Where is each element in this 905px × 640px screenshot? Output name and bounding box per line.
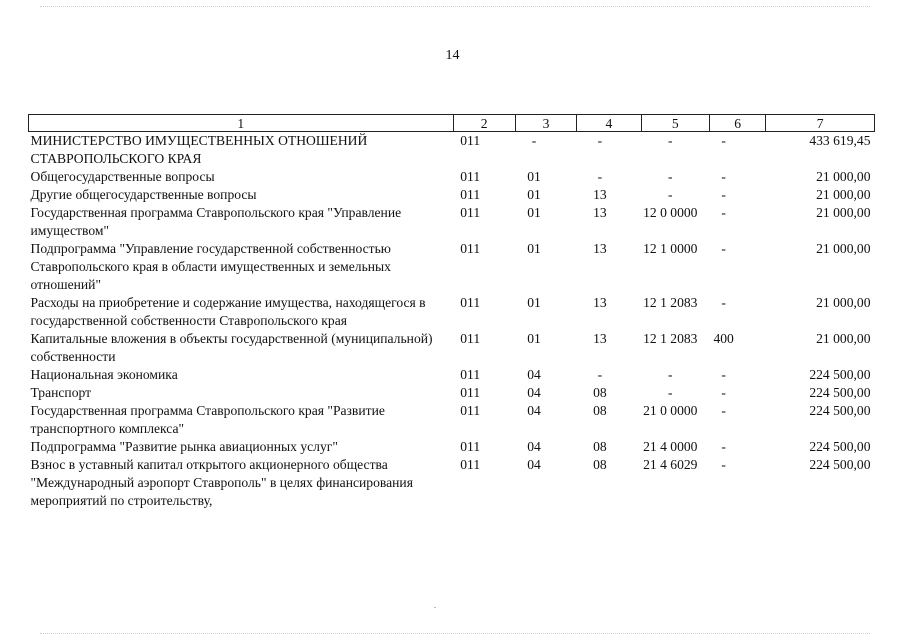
amount-cell: 224 500,00 (809, 457, 871, 472)
target-article-cell: - (668, 187, 673, 202)
column-header-7: 7 (766, 115, 875, 132)
amount-cell: 21 000,00 (816, 205, 871, 220)
amount-cell: 224 500,00 (809, 403, 871, 418)
section-cell: 01 (527, 241, 541, 256)
scan-artifact-top (40, 6, 870, 8)
subsection-cell: 13 (593, 241, 607, 256)
table-row (29, 402, 875, 438)
subsection-cell: 13 (593, 295, 607, 310)
table-row (29, 186, 875, 204)
table-row (29, 330, 875, 366)
subsection-cell: - (597, 367, 603, 382)
section-cell: 01 (527, 169, 541, 184)
ministry-code-cell: 011 (460, 241, 481, 256)
target-article-cell: 12 1 0000 (643, 241, 698, 256)
subsection-cell: 13 (593, 187, 607, 202)
row-name-cell: Расходы на приобретение и содержание имущества, находящегося в государственной собственности Ставропольского края (30, 295, 426, 328)
row-name-cell: Подпрограмма "Управление государственной собственностью Ставропольского края в области имущественных и земельных отношений" (30, 241, 391, 292)
subsection-cell: 13 (593, 331, 607, 346)
section-cell: 04 (527, 367, 541, 382)
row-name-cell: Подпрограмма "Развитие рынка авиационных услуг" (30, 439, 338, 454)
target-article-cell: 12 1 2083 (643, 295, 698, 310)
table-row (29, 132, 875, 169)
scan-artifact-bottom (40, 633, 870, 635)
ministry-code-cell: 011 (460, 331, 481, 346)
row-name-cell: Транспорт (30, 385, 92, 400)
table-header-row (29, 115, 875, 132)
row-name-cell: Взнос в уставный капитал открытого акционерного общества "Международный аэропорт Ставрополь" в целях финансирования мероприятий по строительству, (30, 457, 413, 508)
subsection-cell: 13 (593, 205, 607, 220)
ministry-code-cell: 011 (460, 385, 481, 400)
expense-type-cell: - (721, 439, 726, 454)
expense-type-cell: - (721, 457, 726, 472)
target-article-cell: - (668, 385, 673, 400)
table-row (29, 366, 875, 384)
row-name-cell: Другие общегосударственные вопросы (30, 187, 257, 202)
column-header-3: 3 (515, 115, 576, 132)
subsection-cell: 08 (593, 385, 607, 400)
amount-cell: 224 500,00 (809, 385, 871, 400)
amount-cell: 224 500,00 (809, 439, 871, 454)
amount-cell: 21 000,00 (816, 187, 871, 202)
row-name-cell: Национальная экономика (30, 367, 178, 382)
subsection-cell: - (597, 133, 603, 148)
subsection-cell: - (597, 169, 603, 184)
column-header-4: 4 (577, 115, 641, 132)
subsection-cell: 08 (593, 439, 607, 454)
amount-cell: 21 000,00 (816, 295, 871, 310)
target-article-cell: - (668, 367, 673, 382)
ministry-code-cell: 011 (460, 367, 481, 382)
table-row (29, 168, 875, 186)
expense-type-cell: 400 (713, 331, 734, 346)
target-article-cell: 12 1 2083 (643, 331, 698, 346)
row-name-cell: Государственная программа Ставропольского края "Управление имуществом" (30, 205, 402, 238)
column-header-6: 6 (709, 115, 765, 132)
table-row (29, 438, 875, 456)
table-row (29, 294, 875, 330)
expense-type-cell: - (721, 295, 726, 310)
amount-cell: 21 000,00 (816, 241, 871, 256)
amount-cell: 21 000,00 (816, 331, 871, 346)
section-cell: 04 (527, 403, 541, 418)
section-cell: 01 (527, 295, 541, 310)
target-article-cell: - (668, 169, 673, 184)
column-header-5: 5 (641, 115, 709, 132)
target-article-cell: 21 4 0000 (643, 439, 698, 454)
target-article-cell: 21 4 6029 (643, 457, 698, 472)
budget-table (28, 114, 875, 510)
section-cell: 04 (527, 439, 541, 454)
ministry-code-cell: 011 (460, 169, 481, 184)
table-row (29, 240, 875, 294)
ministry-code-cell: 011 (460, 457, 481, 472)
expense-type-cell: - (721, 187, 726, 202)
section-cell: 01 (527, 331, 541, 346)
expense-type-cell: - (721, 133, 726, 148)
column-header-1: 1 (29, 115, 454, 132)
ministry-code-cell: 011 (460, 439, 481, 454)
table-row (29, 456, 875, 510)
expense-type-cell: - (721, 241, 726, 256)
section-cell: 01 (527, 205, 541, 220)
amount-cell: 224 500,00 (809, 367, 871, 382)
page-number: 14 (445, 48, 460, 63)
subsection-cell: 08 (593, 457, 607, 472)
expense-type-cell: - (721, 205, 726, 220)
section-cell: 04 (527, 385, 541, 400)
ministry-code-cell: 011 (460, 295, 481, 310)
section-cell: 04 (527, 457, 541, 472)
column-header-2: 2 (453, 115, 515, 132)
amount-cell: 21 000,00 (816, 169, 871, 184)
target-article-cell: - (668, 133, 673, 148)
table-body (29, 132, 875, 511)
ministry-code-cell: 011 (460, 187, 481, 202)
ministry-code-cell: 011 (460, 403, 481, 418)
row-name-cell: МИНИСТЕРСТВО ИМУЩЕСТВЕННЫХ ОТНОШЕНИЙ СТАВРОПОЛЬСКОГО КРАЯ (30, 133, 368, 166)
expense-type-cell: - (721, 169, 726, 184)
expense-type-cell: - (721, 403, 726, 418)
target-article-cell: 12 0 0000 (643, 205, 698, 220)
ministry-code-cell: 011 (460, 133, 481, 148)
scan-speck (434, 607, 436, 608)
ministry-code-cell: 011 (460, 205, 481, 220)
section-cell: - (531, 133, 537, 148)
amount-cell: 433 619,45 (809, 133, 871, 148)
table-row (29, 204, 875, 240)
row-name-cell: Государственная программа Ставропольского края "Развитие транспортного комплекса" (30, 403, 385, 436)
subsection-cell: 08 (593, 403, 607, 418)
row-name-cell: Общегосударственные вопросы (30, 169, 215, 184)
expense-type-cell: - (721, 367, 726, 382)
section-cell: 01 (527, 187, 541, 202)
table-row (29, 384, 875, 402)
target-article-cell: 21 0 0000 (643, 403, 698, 418)
row-name-cell: Капитальные вложения в объекты государственной (муниципальной) собственности (30, 331, 433, 364)
expense-type-cell: - (721, 385, 726, 400)
